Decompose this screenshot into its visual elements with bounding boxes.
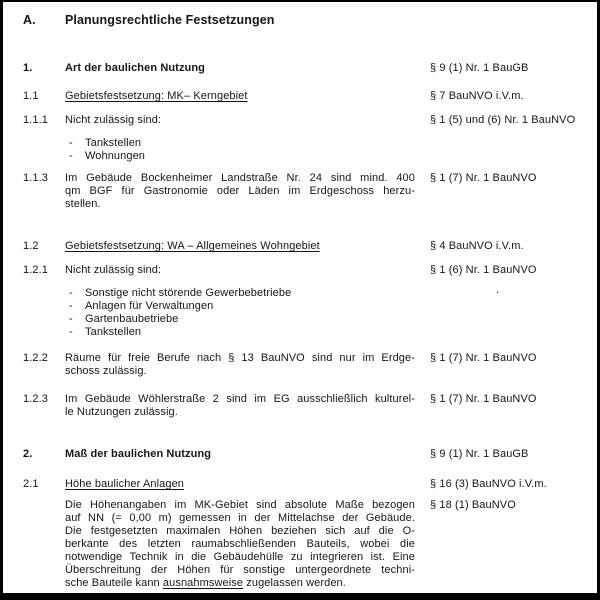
row-1.1 (23, 90, 593, 103)
row-1.1.1 (23, 114, 593, 127)
list-item-label: Wohnungen (85, 150, 146, 162)
scan-artifact-dot: . (496, 284, 500, 296)
text-line: stellen. (65, 198, 101, 210)
bullet-items (65, 137, 415, 163)
bullet-dash-icon: - (69, 313, 73, 325)
clause-text (65, 393, 415, 419)
legal-reference (415, 240, 593, 253)
text-line: Gebietsfestsetzung: WA – Allgemeines Wohngebiet (65, 240, 320, 252)
clause-text (65, 478, 184, 491)
legal-reference-text: § 9 (1) Nr. 1 BauGB (430, 62, 529, 74)
text-line: Nicht zulässig sind: (65, 264, 162, 276)
text-line: Räume für freie Berufe nach § 13 BauNVO sind nur im Erdge- (65, 352, 415, 364)
text-line: Im Gebäude Wöhlerstraße 2 sind im EG ausschließlich kulturel- (65, 393, 415, 405)
legal-reference-text: § 1 (7) Nr. 1 BauNVO (430, 352, 537, 364)
text-line: Die festgesetzten maximalen Höhen beziehen sich auf die O- (65, 525, 415, 537)
row-bullet-list (23, 137, 593, 163)
list-item (69, 150, 415, 163)
bullet-dash-icon: - (69, 137, 73, 149)
list-item-label: Anlagen für Verwaltungen (85, 300, 214, 312)
text-segment: sche Bauteile kann (65, 577, 163, 589)
clause-text (65, 172, 415, 211)
list-item (69, 326, 415, 339)
text-line: auf NN (= 0,00 m) gemessen in der Mittelachse der Gebäude. (65, 512, 415, 524)
list-item (69, 137, 415, 150)
clause-number: A. (23, 13, 36, 27)
list-item-label: Sonstige nicht störende Gewerbebetriebe (85, 287, 292, 299)
legal-reference-text: § 18 (1) BauNVO (430, 499, 516, 511)
text-line: qm BGF für Gastronomie oder Läden im Erdgeschoss herzu- (65, 185, 415, 197)
row-2. (23, 448, 593, 461)
text-line: Art der baulichen Nutzung (65, 62, 205, 74)
clause-text (65, 264, 415, 277)
row-bullet-list (23, 287, 593, 339)
legal-reference (415, 90, 593, 103)
legal-reference (415, 448, 593, 461)
clause-number: 1.2.1 (23, 264, 48, 276)
clause-text (65, 114, 415, 127)
list-item-label: Gartenbaubetriebe (85, 313, 179, 325)
bullet-list (65, 137, 415, 163)
clause-number: 1. (23, 62, 33, 74)
text-line: Im Gebäude Bockenheimer Landstraße Nr. 24 sind mind. 400 (65, 172, 415, 184)
row-1. (23, 62, 593, 75)
list-item-label: Tankstellen (85, 326, 142, 338)
legal-reference (415, 114, 593, 127)
text-line: Nicht zulässig sind: (65, 114, 162, 126)
legal-reference (415, 499, 593, 512)
bullet-dash-icon: - (69, 150, 73, 162)
list-item (69, 300, 415, 313)
text-line (65, 577, 415, 590)
legal-reference-text: § 16 (3) BauNVO i.V.m. (430, 478, 547, 490)
legal-reference-text: § 9 (1) Nr. 1 BauGB (430, 448, 529, 460)
text-line: notwendige Technik in die Gebäudehülle zu integrieren ist. Eine (65, 551, 415, 563)
legal-reference-text: § 7 BauNVO i.V.m. (430, 90, 524, 102)
legal-reference-text: § 4 BauNVO i.V.m. (430, 240, 524, 252)
clause-number: 1.1.3 (23, 172, 48, 184)
legal-reference (415, 393, 593, 406)
legal-reference-text: § 1 (7) Nr. 1 BauNVO (430, 393, 537, 405)
clause-text (65, 352, 415, 378)
legal-reference-text: § 1 (7) Nr. 1 BauNVO (430, 172, 537, 184)
legal-reference-text: § 1 (6) Nr. 1 BauNVO (430, 264, 537, 276)
bullet-items (65, 287, 415, 339)
row-clause (23, 499, 593, 590)
text-line: schoss zulässig. (65, 365, 147, 377)
clause-number: 2.1 (23, 478, 39, 490)
row-1.2 (23, 240, 593, 253)
bullet-list (65, 287, 415, 339)
underlined-word: ausnahmsweise (162, 577, 244, 589)
clause-number: 1.1 (23, 90, 39, 102)
bullet-dash-icon: - (69, 300, 73, 312)
legal-reference-text: § 1 (5) und (6) Nr. 1 BauNVO (430, 114, 576, 126)
text-line: berkante des letzten raumabschließenden Bauteils, wobei die (65, 538, 415, 550)
clause-text (65, 448, 415, 461)
row-2.1 (23, 478, 593, 491)
clause-text (65, 240, 320, 253)
text-line: Überschreitung der Höhen für sonstige untergeordnete techni- (65, 564, 415, 576)
legal-reference (415, 62, 593, 75)
legal-reference (415, 478, 593, 491)
list-item (69, 287, 415, 300)
legal-reference (415, 352, 593, 365)
clause-number: 1.2 (23, 240, 39, 252)
row-1.2.3 (23, 393, 593, 419)
row-1.2.2 (23, 352, 593, 378)
bullet-dash-icon: - (69, 287, 73, 299)
clause-number: 1.2.3 (23, 393, 48, 405)
row-A. (23, 14, 593, 27)
text-segment: zugelassen werden. (243, 577, 346, 589)
text-line: Planungsrechtliche Festsetzungen (65, 13, 275, 27)
clause-number: 2. (23, 448, 33, 460)
text-line: Gebietsfestsetzung: MK– Kerngebiet (65, 90, 248, 102)
document-rows (3, 2, 597, 590)
clause-text (65, 62, 415, 75)
text-line: Maß der baulichen Nutzung (65, 448, 212, 460)
text-line: le Nutzungen zulässig. (65, 406, 178, 418)
text-line: Die Höhenangaben im MK-Gebiet sind absolute Maße bezogen (65, 499, 415, 511)
text-line: Höhe baulicher Anlagen (65, 478, 185, 490)
clause-text (65, 499, 415, 590)
clause-number: 1.2.2 (23, 352, 48, 364)
clause-text (65, 14, 415, 27)
legal-reference (415, 172, 593, 185)
legal-reference (415, 264, 593, 296)
list-item-label: Tankstellen (85, 137, 142, 149)
clause-number: 1.1.1 (23, 114, 48, 126)
bullet-dash-icon: - (69, 326, 73, 338)
clause-text (65, 90, 248, 103)
row-1.1.3 (23, 172, 593, 211)
list-item (69, 313, 415, 326)
